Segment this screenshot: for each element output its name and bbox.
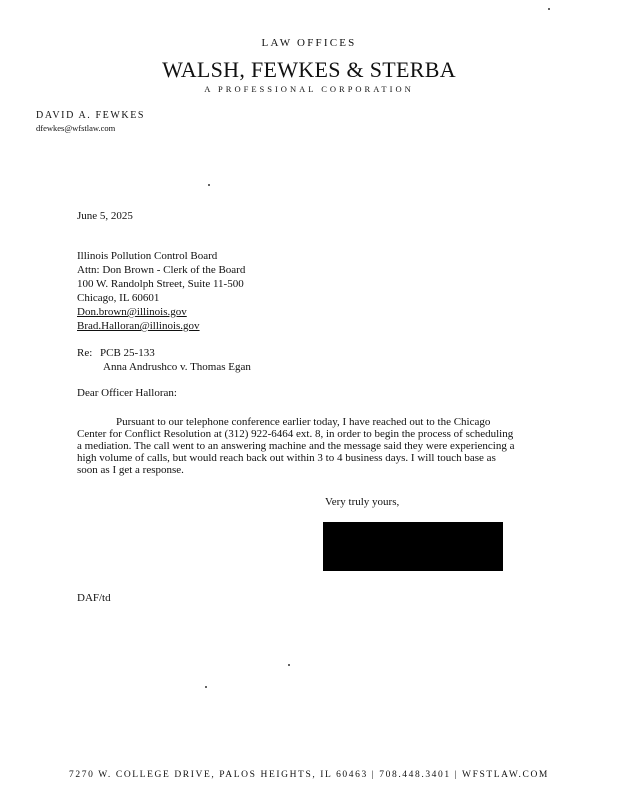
recipient-email-2[interactable]: Brad.Halloran@illinois.gov [77,320,200,332]
scan-speck [548,8,550,10]
recipient-line-3: 100 W. Randolph Street, Suite 11-500 [77,278,244,290]
recipient-line-2: Attn: Don Brown - Clerk of the Board [77,264,246,276]
attorney-email: dfewkes@wfstlaw.com [36,123,116,133]
scan-speck [205,686,207,688]
attorney-name: DAVID A. FEWKES [36,110,146,121]
recipient-email-1[interactable]: Don.brown@illinois.gov [77,306,187,318]
footer-address: 7270 W. COLLEGE DRIVE, PALOS HEIGHTS, IL 60463 | 708.448.3401 | WFSTLAW.COM [69,770,549,780]
letterhead-law-offices: LAW OFFICES [261,37,357,49]
scan-speck [288,664,290,666]
letterhead-subtitle: A PROFESSIONAL CORPORATION [204,84,414,94]
letter-date: June 5, 2025 [77,210,133,222]
re-case-number: PCB 25-133 [100,347,155,359]
letterhead-firm-name: WALSH, FEWKES & STERBA [162,57,456,82]
recipient-line-4: Chicago, IL 60601 [77,292,160,304]
redacted-signature [323,522,503,571]
salutation: Dear Officer Halloran: [77,387,177,399]
re-parties: Anna Andrushco v. Thomas Egan [103,361,251,373]
recipient-line-1: Illinois Pollution Control Board [77,250,218,262]
initials: DAF/td [77,592,111,604]
re-label: Re: [77,347,93,359]
closing: Very truly yours, [325,496,400,508]
body-paragraph: Pursuant to our telephone conference earlier today, I have reached out to the Chicago Center for Conflict Resolution at (312) 922-6464 ext. 8, in order to begin the process of scheduling a mediation. The call went to an answering machine and the message said they were experiencing a high volume of calls, but would reach back out within 3 to 4 business days. I will touch base as soon as I get a response. [77,416,515,476]
scan-speck [208,184,210,186]
